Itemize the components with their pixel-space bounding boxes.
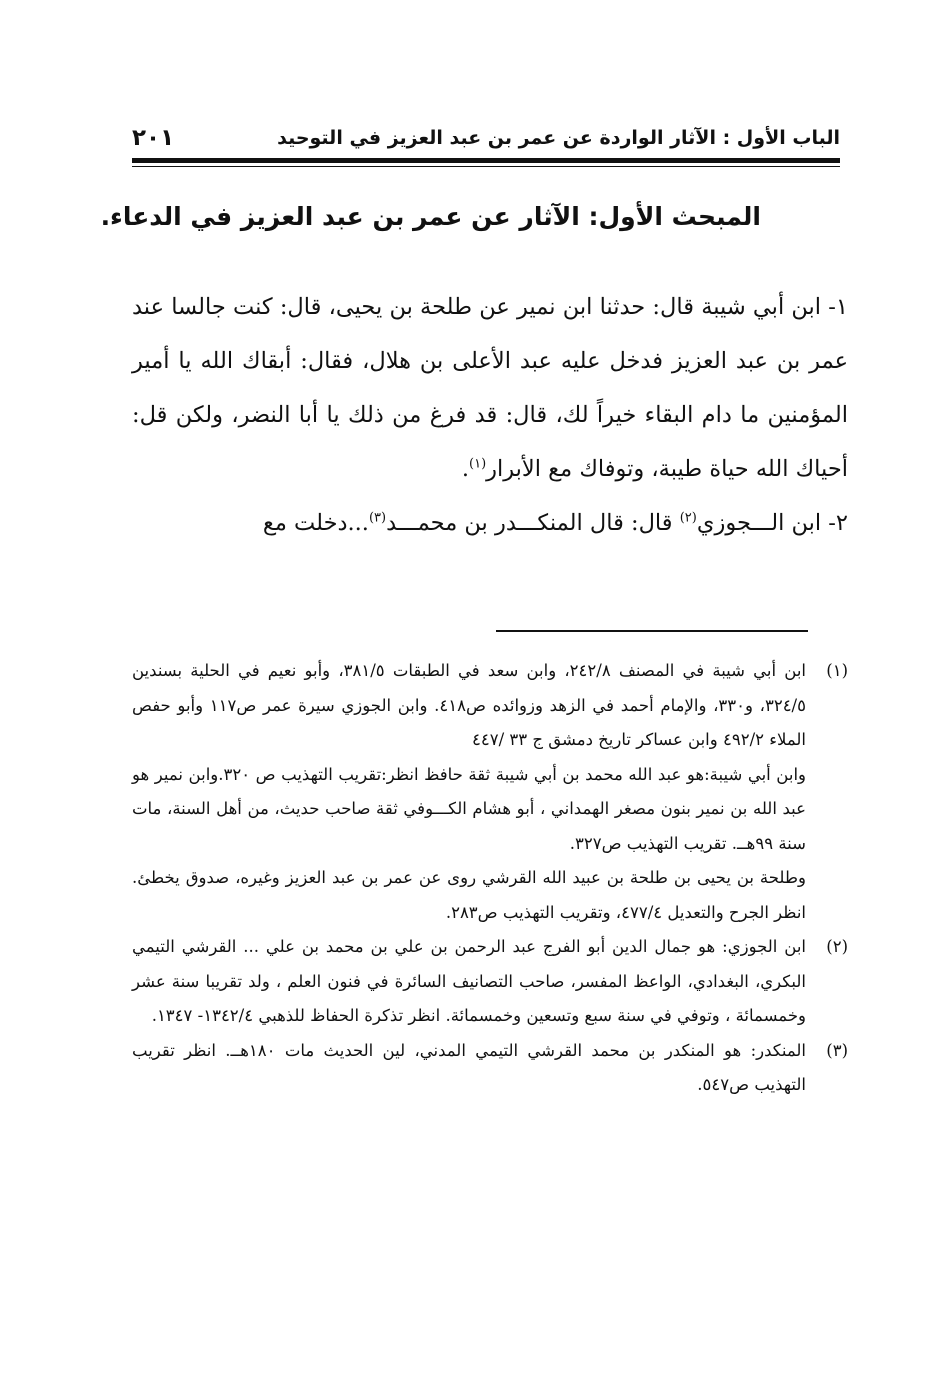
paragraph-2-text-c: ...دخلت مع — [262, 510, 369, 536]
footnote-number: (٣) — [826, 1040, 848, 1060]
paragraph-2-text-a: ٢- ابن الـــجوزي — [696, 510, 848, 536]
paragraph-1-text: ١- ابن أبي شيبة قال: حدثنا ابن نمير عن طلحة بن يحيى، قال: كنت جالسا عند عمر بن عبد العزيز فدخل عليه عبد الأعلى بن هلال، فقال: أبقاك الله يا أمير المؤمنين ما دام البقاء خيراً لك، قال: قد فرغ من ذلك يا أبا النضر، ولكن قل: أحياك الله حياة طيبة، وتوفاك مع الأبرار — [132, 294, 848, 482]
footnote-paragraph: ابن الجوزي: هو جمال الدين أبو الفرج عبد الرحمن بن علي بن محمد بن علي ... القرشي التيمي البكري، البغدادي، الواعظ المفسر، صاحب التصانيف السائرة في فنون العلم ، ولد تقريبا سنة عشر وخمسمائة ، وتوفي في سنة سبع وتسعين وخمسمائة. انظر تذكرة الحفاظ للذهبي ١٣٤٢/٤- ١٣٤٧. — [132, 937, 806, 1025]
footnotes — [132, 654, 848, 1103]
footnote-number: (١) — [826, 661, 848, 680]
paragraph-2 — [132, 496, 848, 550]
footnote-body — [132, 930, 806, 1034]
paragraph-2-text-b: قال: قال المنكـــدر بن محمـــد — [386, 510, 680, 536]
footnote-3 — [132, 1034, 848, 1103]
chapter-title: الباب الأول : الآثار الواردة عن عمر بن عبد العزيز في التوحيد — [277, 127, 840, 149]
page-number: ٢٠١ — [132, 125, 175, 151]
paragraph-1 — [132, 280, 848, 496]
footnote-body — [132, 1034, 806, 1103]
footnote-paragraph: ابن أبي شيبة في المصنف ٢٤٢/٨، وابن سعد في الطبقات ٣٨١/٥، وأبو نعيم في الحلية بسندين ٣٢٤/٥، و٣٣٠، والإمام أحمد في الزهد وزوائده ص٤١٨. وابن الجوزي سيرة عمر ص١١٧ وأبو حفص الملاء ٤٩٢/٢ وابن عساكر تاريخ دمشق ج ٣٣ /٤٤٧ — [132, 661, 806, 749]
footnote-paragraph: وطلحة بن يحيى بن طلحة بن عبيد الله القرشي روى عن عمر بن عبد العزيز وغيره، صدوق يخطئ. انظر الجرح والتعديل ٤٧٧/٤، وتقريب التهذيب ص٢٨٣. — [132, 868, 806, 922]
footnote-2 — [132, 930, 848, 1034]
footnote-ref-2[interactable]: (٢) — [679, 510, 697, 526]
footnote-paragraph: وابن أبي شيبة:هو عبد الله محمد بن أبي شيبة ثقة حافظ انظر:تقريب التهذيب ص ٣٢٠.وابن نمير هو عبد الله بن نمير بنون مصغر الهمداني ، أبو هشام الكـــوفي ثقة صاحب حديث، من أهل السنة، مات سنة ٩٩هــ. تقريب التهذيب ص٣٢٧. — [132, 764, 806, 853]
section-heading: المبحث الأول: الآثار عن عمر بن عبد العزيز في الدعاء. — [100, 202, 761, 231]
footnote-body — [132, 654, 806, 930]
footnote-number: (٢) — [826, 937, 848, 956]
footnote-separator — [496, 630, 808, 632]
header-rule-thick — [132, 158, 840, 163]
footnote-paragraph: المنكدر: هو المنكدر بن محمد القرشي التيمي المدني، لين الحديث مات ١٨٠هــ. انظر تقريب التهذيب ص٥٤٧. — [132, 1040, 806, 1094]
paragraph-1-end: . — [461, 456, 469, 482]
footnote-ref-3[interactable]: (٣) — [368, 510, 387, 526]
running-header — [132, 118, 840, 158]
footnote-1 — [132, 654, 848, 930]
main-body — [132, 280, 848, 550]
footnote-ref-1[interactable]: (١) — [469, 456, 487, 472]
header-rule-thin — [132, 166, 840, 167]
